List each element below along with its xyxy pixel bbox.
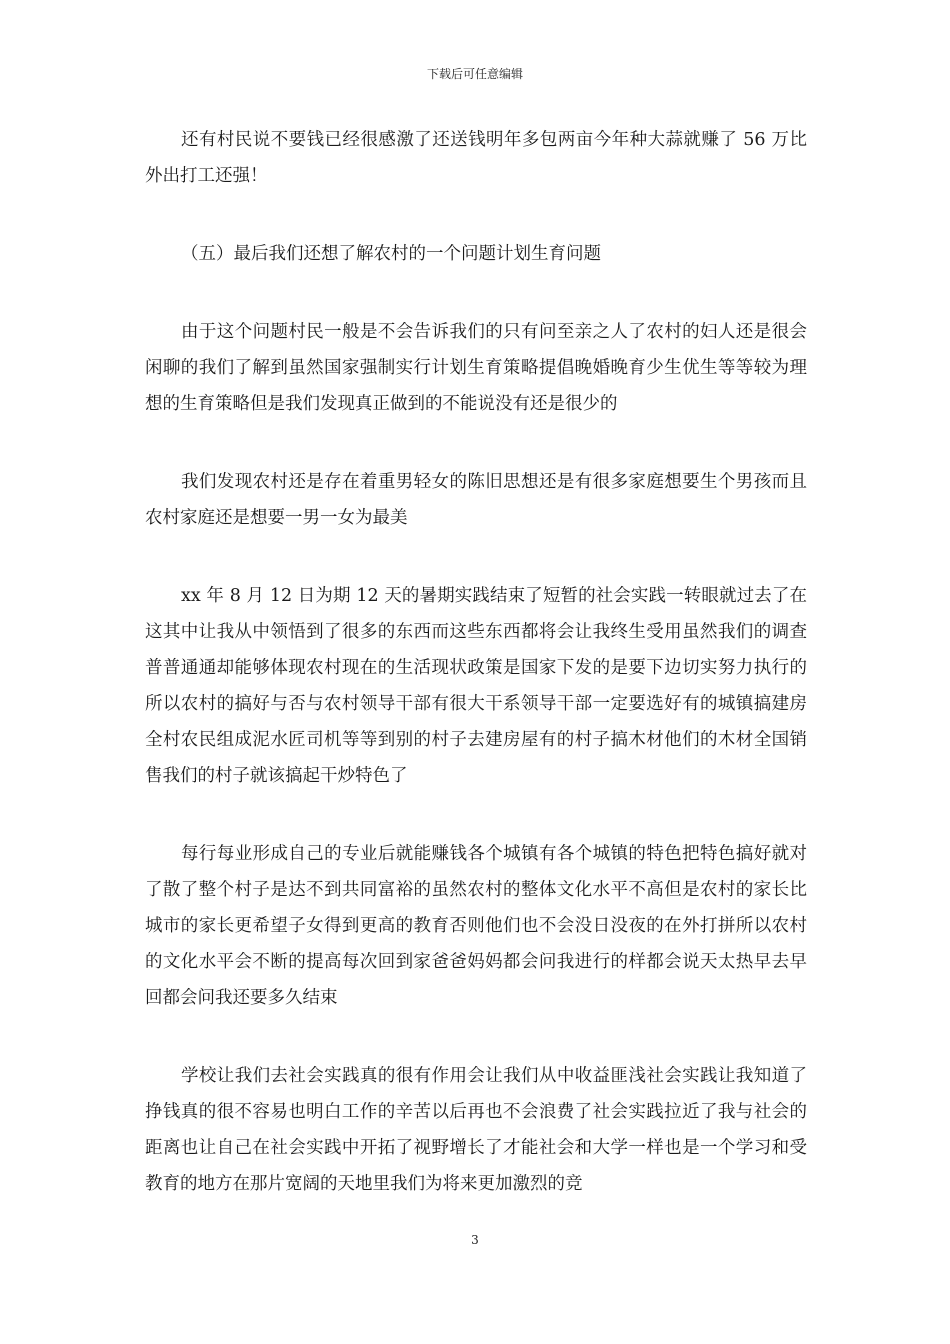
paragraph-1: 还有村民说不要钱已经很感激了还送钱明年多包两亩今年种大蒜就赚了 56 万比外出打工还强！ xyxy=(145,130,807,186)
page-number: 3 xyxy=(471,1233,479,1247)
paragraph-6: 每行每业形成自己的专业后就能赚钱各个城镇有各个城镇的特色把特色搞好就对了散了整个村子是达不到共同富裕的虽然农村的整体文化水平不高但是农村的家长比城市的家长更希望子女得到更高的教育否则他们也不会没日没夜的在外打拼所以农村的文化水平会不断的提高每次回到家爸爸妈妈都会问我进行的样都会说天太热早去早回都会问我还要多久结束 xyxy=(145,844,807,1008)
paragraph-3: 由于这个问题村民一般是不会告诉我们的只有问至亲之人了农村的妇人还是很会闲聊的我们了解到虽然国家强制实行计划生育策略提倡晚婚晚育少生优生等等较为理想的生育策略但是我们发现真正做到的不能说没有还是很少的 xyxy=(145,322,807,414)
paragraph-7: 学校让我们去社会实践真的很有作用会让我们从中收益匪浅社会实践让我知道了挣钱真的很不容易也明白工作的辛苦以后再也不会浪费了社会实践拉近了我与社会的距离也让自己在社会实践中开拓了视野增长了才能社会和大学一样也是一个学习和受教育的地方在那片宽阔的天地里我们为将来更加激烈的竞 xyxy=(145,1066,807,1194)
page-header: 下载后可任意编辑 xyxy=(426,67,523,81)
section-heading-5: （五）最后我们还想了解农村的一个问题计划生育问题 xyxy=(181,244,601,264)
paragraph-5: xx 年 8 月 12 日为期 12 天的暑期实践结束了短暂的社会实践一转眼就过去了在这其中让我从中领悟到了很多的东西而这些东西都将会让我终生受用虽然我们的调查普普通通却能够体现农村现在的生活现状政策是国家下发的是要下边切实努力执行的所以农村的搞好与否与农村领导干部有很大干系领导干部一定要选好有的城镇搞建房全村农民组成泥水匠司机等等到别的村子去建房屋有的村子搞木材他们的木材全国销售我们的村子就该搞起干炒特色了 xyxy=(145,586,807,786)
paragraph-4: 我们发现农村还是存在着重男轻女的陈旧思想还是有很多家庭想要生个男孩而且农村家庭还是想要一男一女为最美 xyxy=(145,472,807,528)
document-body xyxy=(145,122,807,1244)
